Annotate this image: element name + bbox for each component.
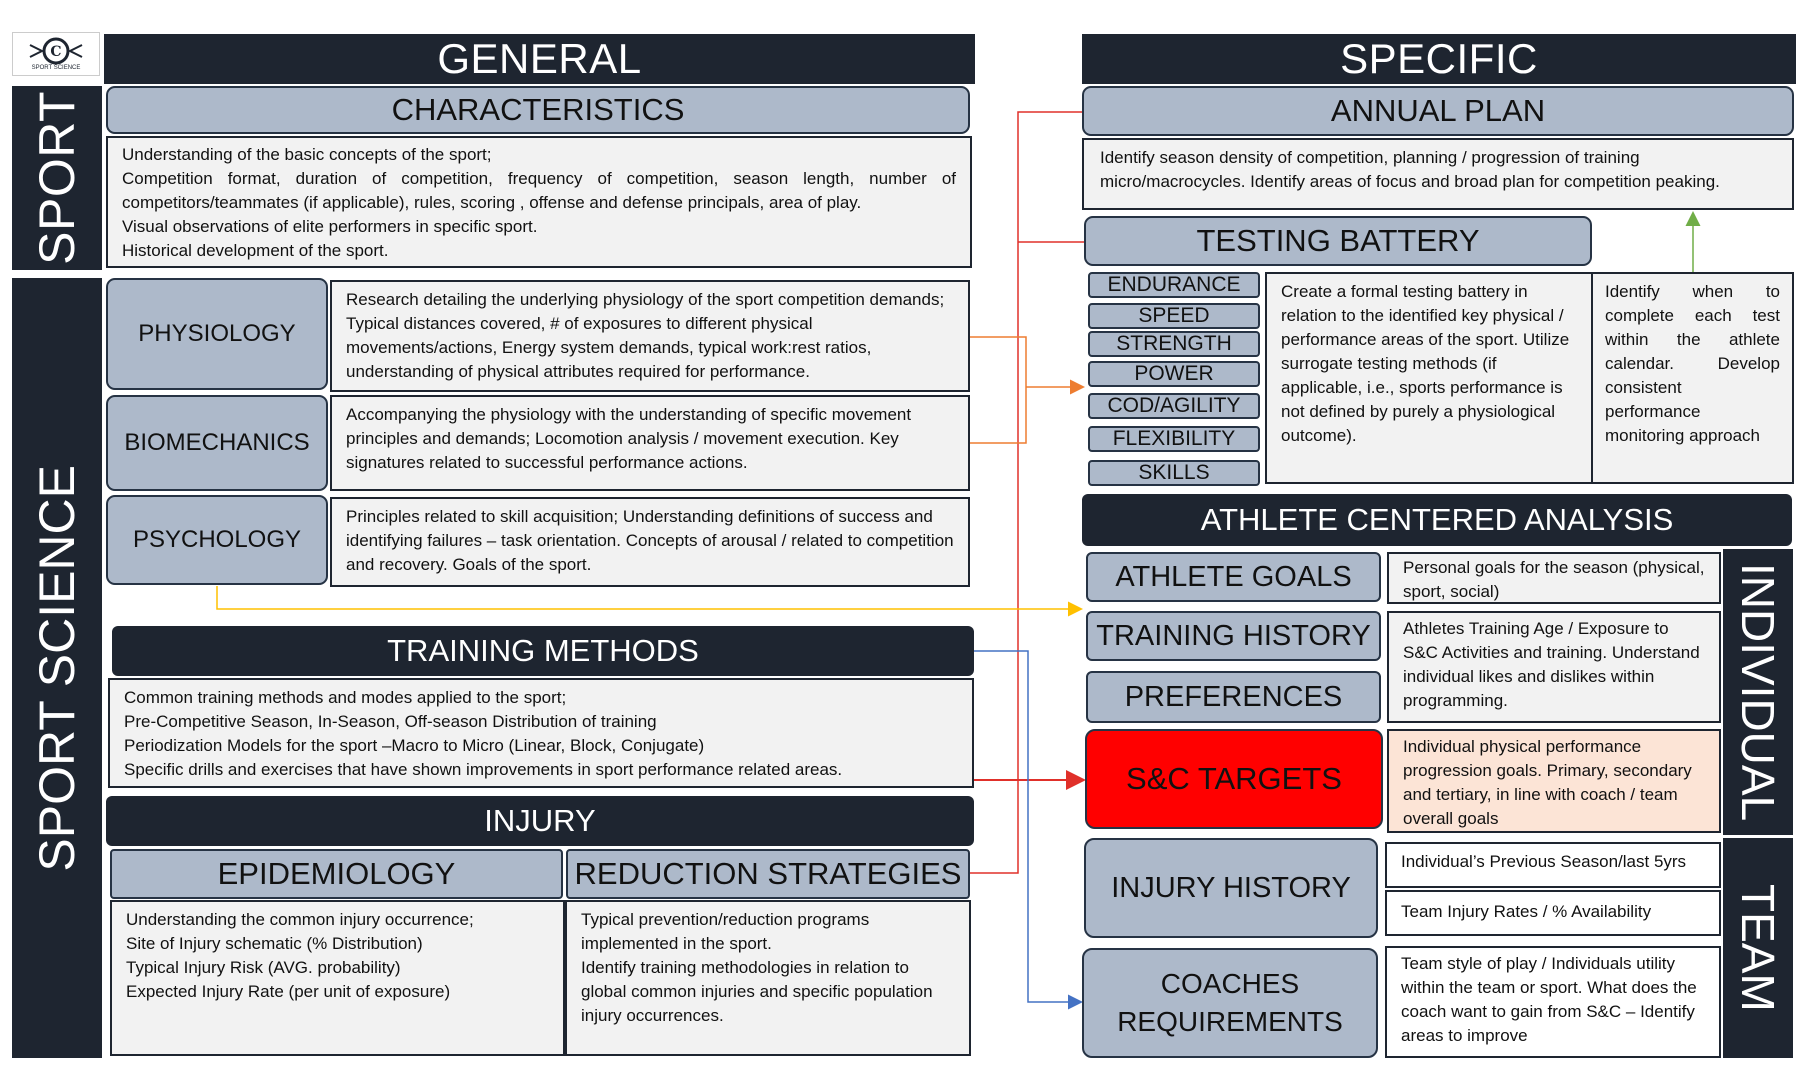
annual-plan-header: ANNUAL PLAN: [1082, 86, 1794, 136]
training-history-box: TRAINING HISTORY: [1086, 611, 1381, 661]
logo-text: SPORT SCIENCE: [31, 65, 81, 71]
testing-item-flexibility: FLEXIBILITY: [1088, 426, 1260, 452]
testing-battery-text-2: Identify when to complete each test within the athlete calendar. Develop consistent performance monitoring approach: [1591, 272, 1794, 484]
specific-header: SPECIFIC: [1082, 34, 1796, 84]
testing-battery-header: TESTING BATTERY: [1084, 216, 1592, 266]
arrow-reduction-to-plan: [970, 112, 1082, 873]
athlete-goals-box: ATHLETE GOALS: [1086, 552, 1381, 602]
epidemiology-header: EPIDEMIOLOGY: [110, 849, 563, 899]
biomechanics-box: BIOMECHANICS: [106, 395, 328, 491]
training-methods-text: [108, 678, 974, 788]
individual-sidebar: [1723, 549, 1793, 835]
sport-sidebar-label: SPORT: [29, 91, 85, 265]
epidemiology-text: [110, 900, 565, 1056]
svg-text:C: C: [50, 44, 62, 60]
logo: [12, 32, 100, 76]
training-methods-line-4: Specific drills and exercises that have shown improvements in sport performance related areas.: [124, 760, 843, 779]
coaches-requirements-text: Team style of play / Individuals utility within the team or sport. What does the coach want to gain from S&C – Identify areas to improve: [1385, 946, 1721, 1058]
arrow-training-to-coaches: [974, 651, 1080, 1002]
testing-item-skills: SKILLS: [1088, 460, 1260, 486]
testing-item-cod-agility: COD/AGILITY: [1088, 393, 1260, 419]
testing-item-power: POWER: [1088, 361, 1260, 387]
physiology-text: Research detailing the underlying physiology of the sport competition demands; Typical distances covered, # of exposures to different physical movements/actions, Energy system demands, typical work:rest ratios, understanding of physical attributes required for performance.: [330, 280, 970, 392]
biomechanics-text: Accompanying the physiology with the understanding of specific movement principles and demands; Locomotion analysis / movement execution. Key signatures related to successful performance actions.: [330, 395, 970, 491]
reduction-strategies-header: REDUCTION STRATEGIES: [566, 849, 970, 899]
sport-science-logo-icon: [26, 37, 86, 65]
testing-item-speed: SPEED: [1088, 303, 1260, 329]
psychology-box: PSYCHOLOGY: [106, 495, 328, 585]
sc-targets-text: Individual physical performance progression goals. Primary, secondary and tertiary, in line with coach / team overall goals: [1387, 729, 1721, 833]
arrow-psychology-to-goals: [217, 586, 1080, 609]
injury-history-box: INJURY HISTORY: [1084, 838, 1378, 938]
sc-targets-box: S&C TARGETS: [1085, 729, 1383, 829]
training-methods-line-3: Periodization Models for the sport –Macro to Micro (Linear, Block, Conjugate): [124, 736, 705, 755]
preferences-box: PREFERENCES: [1086, 671, 1381, 723]
reduction-strategies-text: [565, 900, 971, 1056]
individual-sidebar-label: INDIVIDUAL: [1732, 562, 1784, 822]
characteristics-line-4: Historical development of the sport.: [122, 241, 389, 260]
psychology-text: Principles related to skill acquisition; Understanding definitions of success and identifying failures – task orientation. Concepts of arousal / related to competition and recovery. Goals of the sport.: [330, 497, 970, 587]
training-methods-line-1: Common training methods and modes applied to the sport;: [124, 688, 567, 707]
injury-history-text-2: Team Injury Rates / % Availability: [1385, 890, 1721, 936]
sport-science-sidebar: [12, 278, 102, 1058]
coaches-requirements-line-2: REQUIREMENTS: [1117, 1006, 1343, 1037]
history-preferences-text: Athletes Training Age / Exposure to S&C Activities and training. Understand individual likes and dislikes within programming.: [1387, 611, 1721, 723]
sport-science-sidebar-label: SPORT SCIENCE: [29, 464, 85, 872]
testing-battery-text-1: Create a formal testing battery in relation to the identified key physical / performance areas of the sport. Utilize surrogate testing methods (if applicable, i.e., sports performance is not defined by purely a physiological outcome).: [1265, 272, 1593, 484]
athlete-analysis-header: ATHLETE CENTERED ANALYSIS: [1082, 494, 1792, 546]
testing-item-strength: STRENGTH: [1088, 331, 1260, 357]
testing-item-endurance: ENDURANCE: [1088, 272, 1260, 298]
epidemiology-line-1: Understanding the common injury occurrence;: [126, 910, 474, 929]
characteristics-header: CHARACTERISTICS: [106, 86, 970, 134]
reduction-line-1: Typical prevention/reduction programs implemented in the sport.: [581, 910, 870, 953]
injury-history-text-1: Individual’s Previous Season/last 5yrs: [1385, 842, 1721, 888]
reduction-line-2: Identify training methodologies in relation to global common injuries and specific population injury occurrences.: [581, 958, 933, 1025]
training-methods-line-2: Pre-Competitive Season, In-Season, Off-season Distribution of training: [124, 712, 657, 731]
general-header: GENERAL: [104, 34, 975, 84]
characteristics-text: [106, 136, 972, 268]
characteristics-line-2: Competition format, duration of competition, frequency of competition, season length, number of competitors/teammates (if applicable), rules, scoring , offense and defense principals, area of play.: [122, 169, 956, 212]
coaches-requirements-line-1: COACHES: [1160, 968, 1300, 999]
coaches-requirements-box: [1082, 948, 1378, 1058]
team-sidebar-label: TEAM: [1732, 884, 1784, 1012]
characteristics-line-1: Understanding of the basic concepts of the sport;: [122, 145, 492, 164]
sport-sidebar: [12, 86, 102, 270]
epidemiology-line-2: Site of Injury schematic (% Distribution): [126, 934, 423, 953]
physiology-box: PHYSIOLOGY: [106, 278, 328, 390]
annual-plan-text: Identify season density of competition, planning / progression of training micro/macrocycles. Identify areas of focus and broad plan for competition peaking.: [1082, 138, 1794, 210]
characteristics-line-3: Visual observations of elite performers in specific sport.: [122, 217, 538, 236]
epidemiology-line-4: Expected Injury Rate (per unit of exposure): [126, 982, 451, 1001]
athlete-goals-text: Personal goals for the season (physical, sport, social): [1387, 552, 1721, 604]
epidemiology-line-3: Typical Injury Risk (AVG. probability): [126, 958, 401, 977]
team-sidebar: [1723, 838, 1793, 1058]
training-methods-header: TRAINING METHODS: [112, 626, 974, 676]
injury-header: INJURY: [106, 796, 974, 846]
